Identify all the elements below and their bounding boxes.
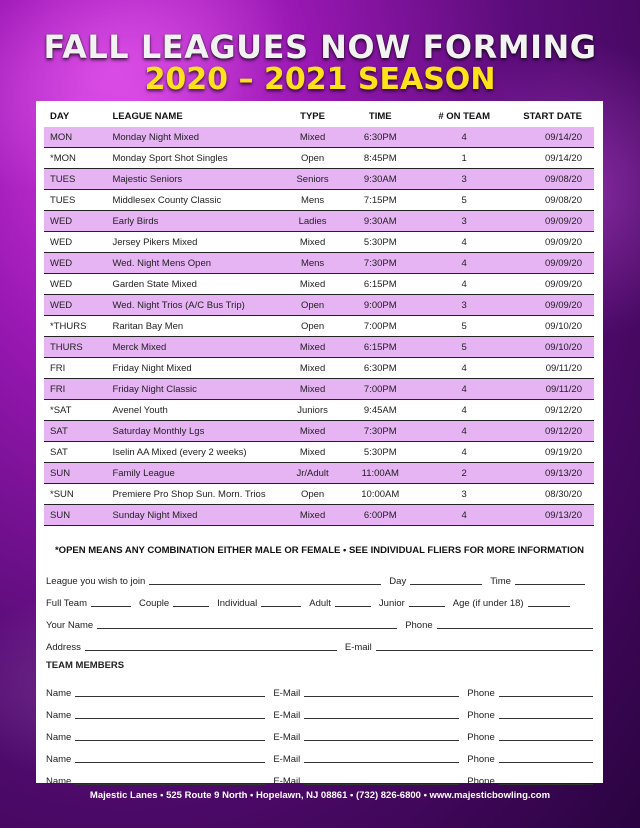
cell-time: 7:15PM <box>342 190 419 211</box>
cell-start-date: 09/09/20 <box>509 232 594 253</box>
your-name-label: Your Name <box>46 620 94 631</box>
member-email-field[interactable] <box>304 729 459 741</box>
cell-league-name: Garden State Mixed <box>108 274 283 295</box>
cell-type: Mixed <box>283 379 341 400</box>
cell-day: WED <box>44 232 108 253</box>
cell-on-team: 4 <box>419 274 510 295</box>
col-header-league-name: LEAGUE NAME <box>112 111 183 122</box>
cell-start-date: 09/13/20 <box>509 505 594 526</box>
cell-on-team: 4 <box>419 358 510 379</box>
cell-type: Open <box>283 484 341 505</box>
time-field[interactable] <box>515 573 585 585</box>
cell-on-team: 1 <box>419 148 510 169</box>
day-label: Day <box>389 576 407 587</box>
cell-start-date: 09/13/20 <box>509 463 594 484</box>
cell-time: 6:15PM <box>342 274 419 295</box>
leagues-table-body <box>44 127 594 526</box>
member-phone-label: Phone <box>467 732 495 743</box>
cell-time: 7:30PM <box>342 253 419 274</box>
table-row <box>44 148 594 169</box>
season-title: 2020 – 2021 SEASON <box>144 62 496 97</box>
individual-field[interactable] <box>261 595 301 607</box>
cell-time: 9:30AM <box>342 169 419 190</box>
adult-field[interactable] <box>335 595 371 607</box>
footnote: *OPEN MEANS ANY COMBINATION EITHER MALE OR FEMALE • SEE INDIVIDUAL FLIERS FOR MORE INFORMATION <box>54 545 584 556</box>
table-header-row <box>44 106 594 127</box>
member-email-label: E-Mail <box>273 732 301 743</box>
cell-time: 6:00PM <box>342 505 419 526</box>
cell-day: TUES <box>44 190 108 211</box>
member-phone-field[interactable] <box>499 729 593 741</box>
cell-league-name: Jersey Pikers Mixed <box>108 232 283 253</box>
cell-league-name: Wed. Night Trios (A/C Bus Trip) <box>108 295 283 316</box>
member-email-field[interactable] <box>304 773 459 785</box>
cell-time: 6:30PM <box>342 358 419 379</box>
member-name-field[interactable] <box>75 751 265 763</box>
member-email-field[interactable] <box>304 685 459 697</box>
couple-field[interactable] <box>173 595 209 607</box>
cell-day: FRI <box>44 379 108 400</box>
member-phone-label: Phone <box>467 688 495 699</box>
form-row-address <box>46 631 593 653</box>
form-row-name <box>46 609 593 631</box>
cell-on-team: 4 <box>419 127 510 148</box>
time-label: Time <box>490 576 511 587</box>
team-member-row <box>46 743 593 765</box>
cell-day: *SAT <box>44 400 108 421</box>
junior-label: Junior <box>378 598 405 609</box>
member-phone-field[interactable] <box>499 685 593 697</box>
cell-start-date: 09/14/20 <box>509 127 594 148</box>
cell-start-date: 09/10/20 <box>509 337 594 358</box>
cell-start-date: 09/11/20 <box>509 358 594 379</box>
member-name-label: Name <box>46 710 72 721</box>
col-header-on-team: # ON TEAM <box>438 111 491 122</box>
table-row <box>44 211 594 232</box>
cell-start-date: 09/12/20 <box>509 421 594 442</box>
cell-day: *THURS <box>44 316 108 337</box>
col-header-day: DAY <box>50 111 70 122</box>
cell-start-date: 09/08/20 <box>509 169 594 190</box>
cell-type: Juniors <box>283 400 341 421</box>
cell-type: Open <box>283 148 341 169</box>
cell-start-date: 09/11/20 <box>509 379 594 400</box>
cell-on-team: 3 <box>419 211 510 232</box>
member-name-field[interactable] <box>75 685 265 697</box>
adult-label: Adult <box>309 598 331 609</box>
table-row <box>44 190 594 211</box>
phone-label: Phone <box>405 620 433 631</box>
member-phone-field[interactable] <box>499 773 593 785</box>
table-row <box>44 295 594 316</box>
email-label: E-mail <box>344 642 372 653</box>
cell-day: WED <box>44 295 108 316</box>
cell-day: WED <box>44 211 108 232</box>
table-row <box>44 463 594 484</box>
team-member-row <box>46 765 593 787</box>
cell-type: Mixed <box>283 232 341 253</box>
team-member-row <box>46 699 593 721</box>
cell-league-name: Monday Sport Shot Singles <box>108 148 283 169</box>
form-row-league <box>46 565 593 587</box>
member-email-label: E-Mail <box>273 688 301 699</box>
cell-type: Mixed <box>283 442 341 463</box>
cell-type: Mixed <box>283 127 341 148</box>
cell-day: SUN <box>44 505 108 526</box>
cell-on-team: 5 <box>419 316 510 337</box>
day-field[interactable] <box>410 573 482 585</box>
cell-day: *SUN <box>44 484 108 505</box>
cell-league-name: Merck Mixed <box>108 337 283 358</box>
table-row <box>44 421 594 442</box>
cell-day: SAT <box>44 421 108 442</box>
form-row-type <box>46 587 593 609</box>
cell-on-team: 4 <box>419 400 510 421</box>
team-members-list <box>46 677 593 787</box>
cell-day: THURS <box>44 337 108 358</box>
table-row <box>44 232 594 253</box>
league-label: League you wish to join <box>46 576 146 587</box>
cell-start-date: 08/30/20 <box>509 484 594 505</box>
cell-league-name: Sunday Night Mixed <box>108 505 283 526</box>
member-phone-field[interactable] <box>499 707 593 719</box>
cell-time: 10:00AM <box>342 484 419 505</box>
table-row <box>44 274 594 295</box>
cell-start-date: 09/12/20 <box>509 400 594 421</box>
cell-time: 8:45PM <box>342 148 419 169</box>
cell-time: 7:00PM <box>342 379 419 400</box>
content-card <box>36 101 603 787</box>
cell-type: Mixed <box>283 505 341 526</box>
cell-league-name: Family League <box>108 463 283 484</box>
cell-start-date: 09/09/20 <box>509 295 594 316</box>
member-name-label: Name <box>46 732 72 743</box>
cell-time: 11:00AM <box>342 463 419 484</box>
member-name-field[interactable] <box>75 729 265 741</box>
cell-league-name: Avenel Youth <box>108 400 283 421</box>
address-field[interactable] <box>85 639 337 651</box>
member-email-label: E-Mail <box>273 710 301 721</box>
couple-label: Couple <box>139 598 170 609</box>
cell-day: SUN <box>44 463 108 484</box>
cell-type: Seniors <box>283 169 341 190</box>
member-email-field[interactable] <box>304 751 459 763</box>
cell-league-name: Friday Night Mixed <box>108 358 283 379</box>
cell-time: 7:30PM <box>342 421 419 442</box>
signup-form <box>46 565 593 787</box>
team-members-heading: TEAM MEMBERS <box>46 660 125 671</box>
cell-day: MON <box>44 127 108 148</box>
cell-start-date: 09/19/20 <box>509 442 594 463</box>
cell-on-team: 4 <box>419 379 510 400</box>
table-row <box>44 169 594 190</box>
your-name-field[interactable] <box>97 617 397 629</box>
cell-on-team: 4 <box>419 232 510 253</box>
cell-day: TUES <box>44 169 108 190</box>
cell-time: 5:30PM <box>342 442 419 463</box>
cell-start-date: 09/10/20 <box>509 316 594 337</box>
col-header-type: TYPE <box>300 111 325 122</box>
cell-league-name: Friday Night Classic <box>108 379 283 400</box>
cell-league-name: Premiere Pro Shop Sun. Morn. Trios <box>108 484 283 505</box>
email-field[interactable] <box>376 639 593 651</box>
table-row <box>44 400 594 421</box>
cell-on-team: 3 <box>419 295 510 316</box>
member-email-label: E-Mail <box>273 776 301 787</box>
cell-type: Mixed <box>283 337 341 358</box>
cell-league-name: Early Birds <box>108 211 283 232</box>
cell-league-name: Wed. Night Mens Open <box>108 253 283 274</box>
cell-day: *MON <box>44 148 108 169</box>
member-email-field[interactable] <box>304 707 459 719</box>
cell-type: Mixed <box>283 358 341 379</box>
table-row <box>44 442 594 463</box>
cell-league-name: Iselin AA Mixed (every 2 weeks) <box>108 442 283 463</box>
cell-day: FRI <box>44 358 108 379</box>
cell-on-team: 4 <box>419 505 510 526</box>
cell-league-name: Saturday Monthly Lgs <box>108 421 283 442</box>
cell-league-name: Middlesex County Classic <box>108 190 283 211</box>
member-name-field[interactable] <box>75 773 265 785</box>
cell-on-team: 4 <box>419 442 510 463</box>
member-name-field[interactable] <box>75 707 265 719</box>
cell-type: Mixed <box>283 274 341 295</box>
address-label: Address <box>46 642 81 653</box>
cell-time: 7:00PM <box>342 316 419 337</box>
cell-league-name: Raritan Bay Men <box>108 316 283 337</box>
table-row <box>44 505 594 526</box>
leagues-table <box>44 106 594 526</box>
cell-start-date: 09/09/20 <box>509 211 594 232</box>
cell-type: Mens <box>283 253 341 274</box>
cell-time: 9:30AM <box>342 211 419 232</box>
cell-day: WED <box>44 253 108 274</box>
member-name-label: Name <box>46 688 72 699</box>
junior-field[interactable] <box>409 595 445 607</box>
cell-day: SAT <box>44 442 108 463</box>
cell-on-team: 3 <box>419 169 510 190</box>
cell-time: 5:30PM <box>342 232 419 253</box>
cell-type: Ladies <box>283 211 341 232</box>
cell-start-date: 09/08/20 <box>509 190 594 211</box>
member-phone-label: Phone <box>467 776 495 787</box>
cell-on-team: 4 <box>419 421 510 442</box>
cell-time: 6:15PM <box>342 337 419 358</box>
member-email-label: E-Mail <box>273 754 301 765</box>
cell-type: Open <box>283 316 341 337</box>
cell-on-team: 5 <box>419 190 510 211</box>
cell-start-date: 09/14/20 <box>509 148 594 169</box>
age-field[interactable] <box>528 595 570 607</box>
cell-league-name: Monday Night Mixed <box>108 127 283 148</box>
table-row <box>44 337 594 358</box>
full-team-label: Full Team <box>46 598 88 609</box>
individual-label: Individual <box>217 598 258 609</box>
cell-time: 9:45AM <box>342 400 419 421</box>
cell-start-date: 09/09/20 <box>509 274 594 295</box>
table-row <box>44 316 594 337</box>
table-row <box>44 484 594 505</box>
league-field[interactable] <box>149 573 381 585</box>
full-team-field[interactable] <box>91 595 131 607</box>
col-header-time: TIME <box>368 111 392 122</box>
phone-field[interactable] <box>437 617 593 629</box>
cell-day: WED <box>44 274 108 295</box>
footer-contact: Majestic Lanes • 525 Route 9 North • Hopelawn, NJ 08861 • (732) 826-6800 • www.majesticbowling.com <box>89 790 551 801</box>
cell-type: Mixed <box>283 421 341 442</box>
cell-type: Mens <box>283 190 341 211</box>
cell-start-date: 09/09/20 <box>509 253 594 274</box>
team-member-row <box>46 721 593 743</box>
member-phone-label: Phone <box>467 710 495 721</box>
member-name-label: Name <box>46 754 72 765</box>
col-header-start-date: START DATE <box>523 111 582 122</box>
cell-on-team: 2 <box>419 463 510 484</box>
table-row <box>44 253 594 274</box>
headline: FALL LEAGUES NOW FORMING <box>43 28 597 66</box>
cell-time: 9:00PM <box>342 295 419 316</box>
member-phone-field[interactable] <box>499 751 593 763</box>
age-label: Age (if under 18) <box>452 598 524 609</box>
cell-league-name: Majestic Seniors <box>108 169 283 190</box>
table-row <box>44 379 594 400</box>
cell-on-team: 3 <box>419 484 510 505</box>
cell-type: Jr/Adult <box>283 463 341 484</box>
cell-on-team: 5 <box>419 337 510 358</box>
team-member-row <box>46 677 593 699</box>
table-row <box>44 358 594 379</box>
member-name-label: Name <box>46 776 72 787</box>
cell-on-team: 4 <box>419 253 510 274</box>
cell-type: Open <box>283 295 341 316</box>
member-phone-label: Phone <box>467 754 495 765</box>
cell-time: 6:30PM <box>342 127 419 148</box>
table-row <box>44 127 594 148</box>
